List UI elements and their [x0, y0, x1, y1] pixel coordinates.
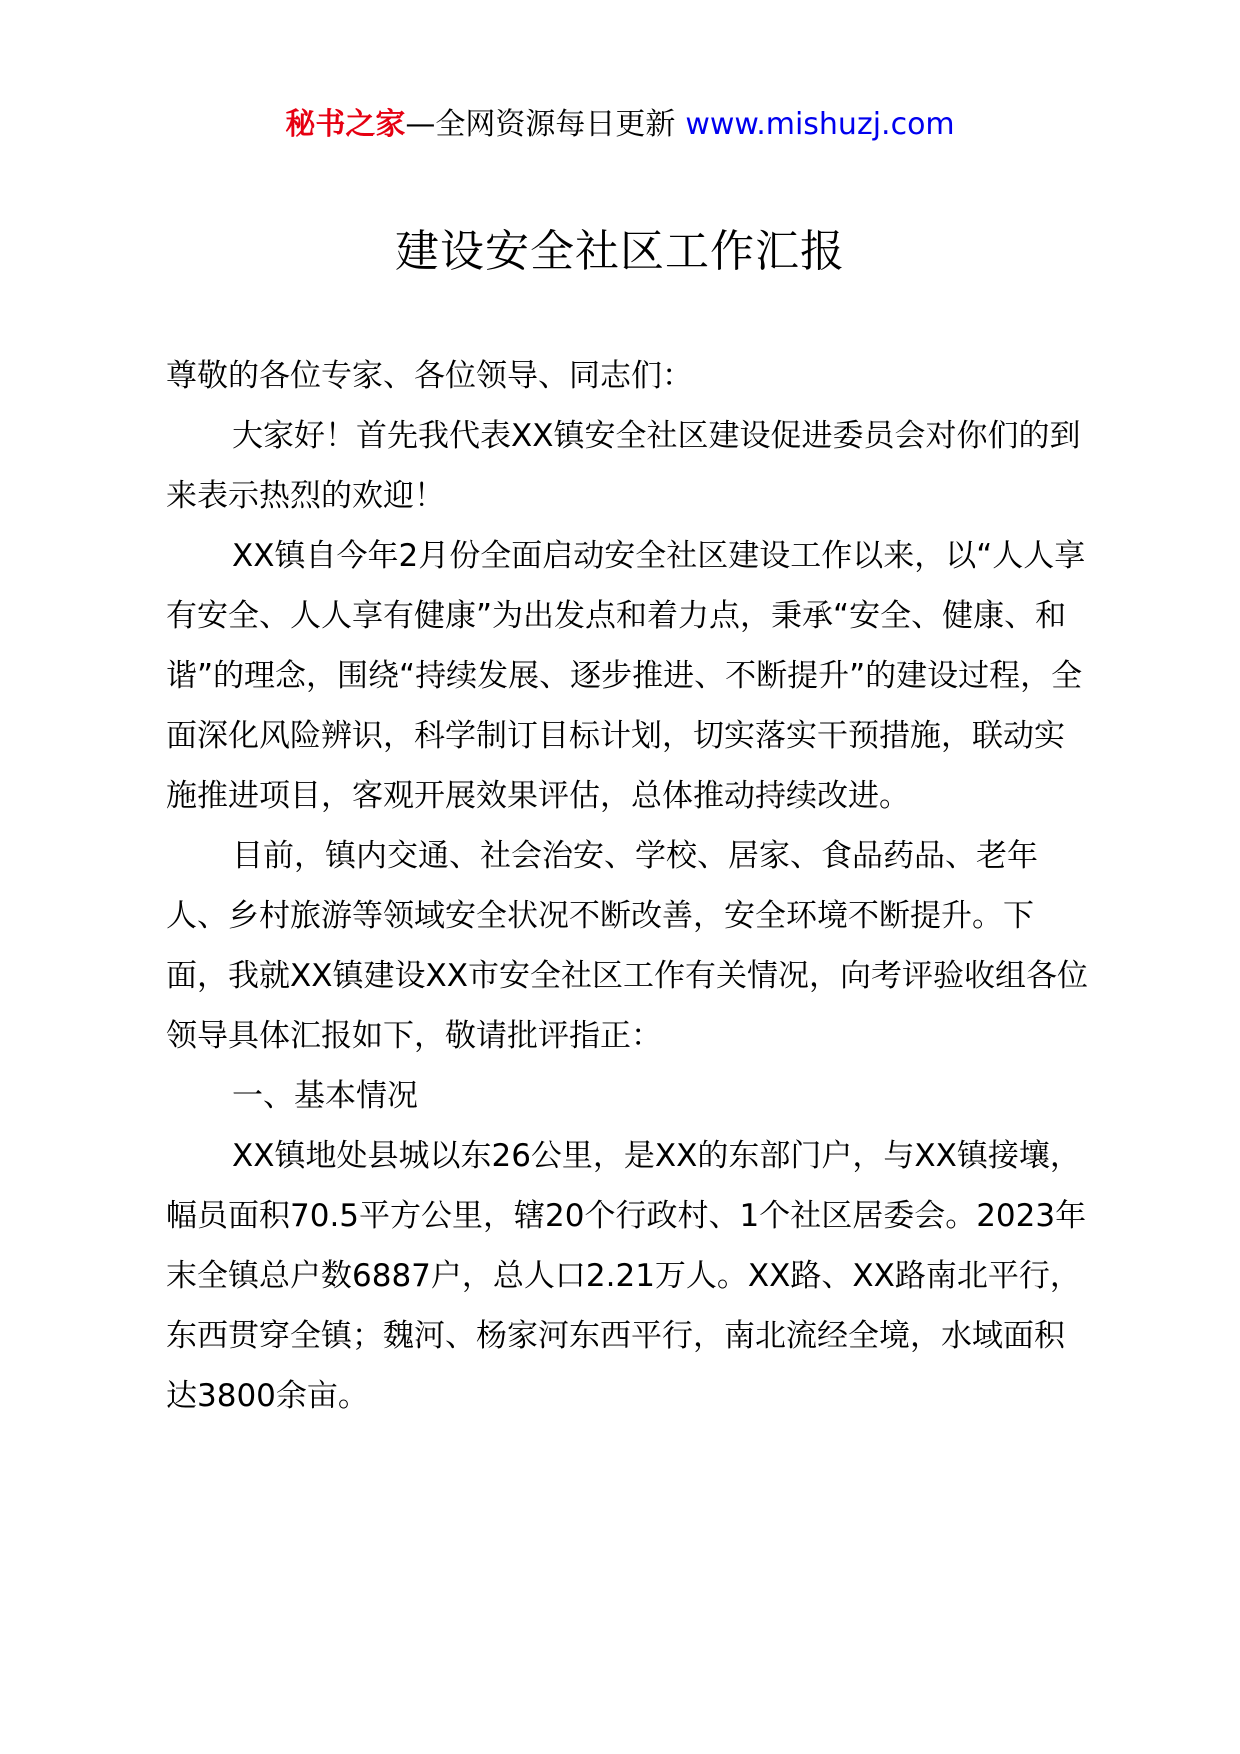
salutation: 尊敬的各位专家、各位领导、同志们：: [166, 358, 693, 394]
page-header: [0, 103, 1240, 147]
paragraph-overview: XX镇自今年2月份全面启动安全社区建设工作以来，以“人人享有安全、人人享有健康”为出发点和着力点，秉承“安全、健康、和谐”的理念，围绕“持续发展、逐步推进、不断提升”的建设过程，全面深化风险辨识，科学制订目标计划，切实落实干预措施，联动实施推进项目，客观开展效果评估，总体推动持续改进。: [166, 538, 1086, 814]
section-heading-basic-info: 一、基本情况: [232, 1078, 418, 1114]
document-body: [166, 346, 1090, 1426]
paragraph-basic-info: XX镇地处县城以东26公里，是XX的东部门户，与XX镇接壤，幅员面积70.5平方公里，辖20个行政村、1个社区居委会。2023年末全镇总户数6887户，总人口2.21万人。XX路、XX路南北平行，东西贯穿全镇；魏河、杨家河东西平行，南北流经全境，水域面积达3800余亩。: [166, 1138, 1087, 1414]
paragraph-current-status: 目前，镇内交通、社会治安、学校、居家、食品药品、老年人、乡村旅游等领域安全状况不断改善，安全环境不断提升。下面，我就XX镇建设XX市安全社区工作有关情况，向考评验收组各位领导具体汇报如下，敬请批评指正：: [166, 838, 1088, 1054]
paragraph-greeting: 大家好！首先我代表XX镇安全社区建设促进委员会对你们的到来表示热烈的欢迎！: [166, 418, 1081, 514]
header-slogan: —全网资源每日更新: [405, 107, 676, 142]
header-website-link[interactable]: www.mishuzj.com: [685, 107, 955, 142]
document-title: 建设安全社区工作汇报: [395, 226, 845, 277]
header-brand: 秘书之家: [285, 107, 406, 142]
